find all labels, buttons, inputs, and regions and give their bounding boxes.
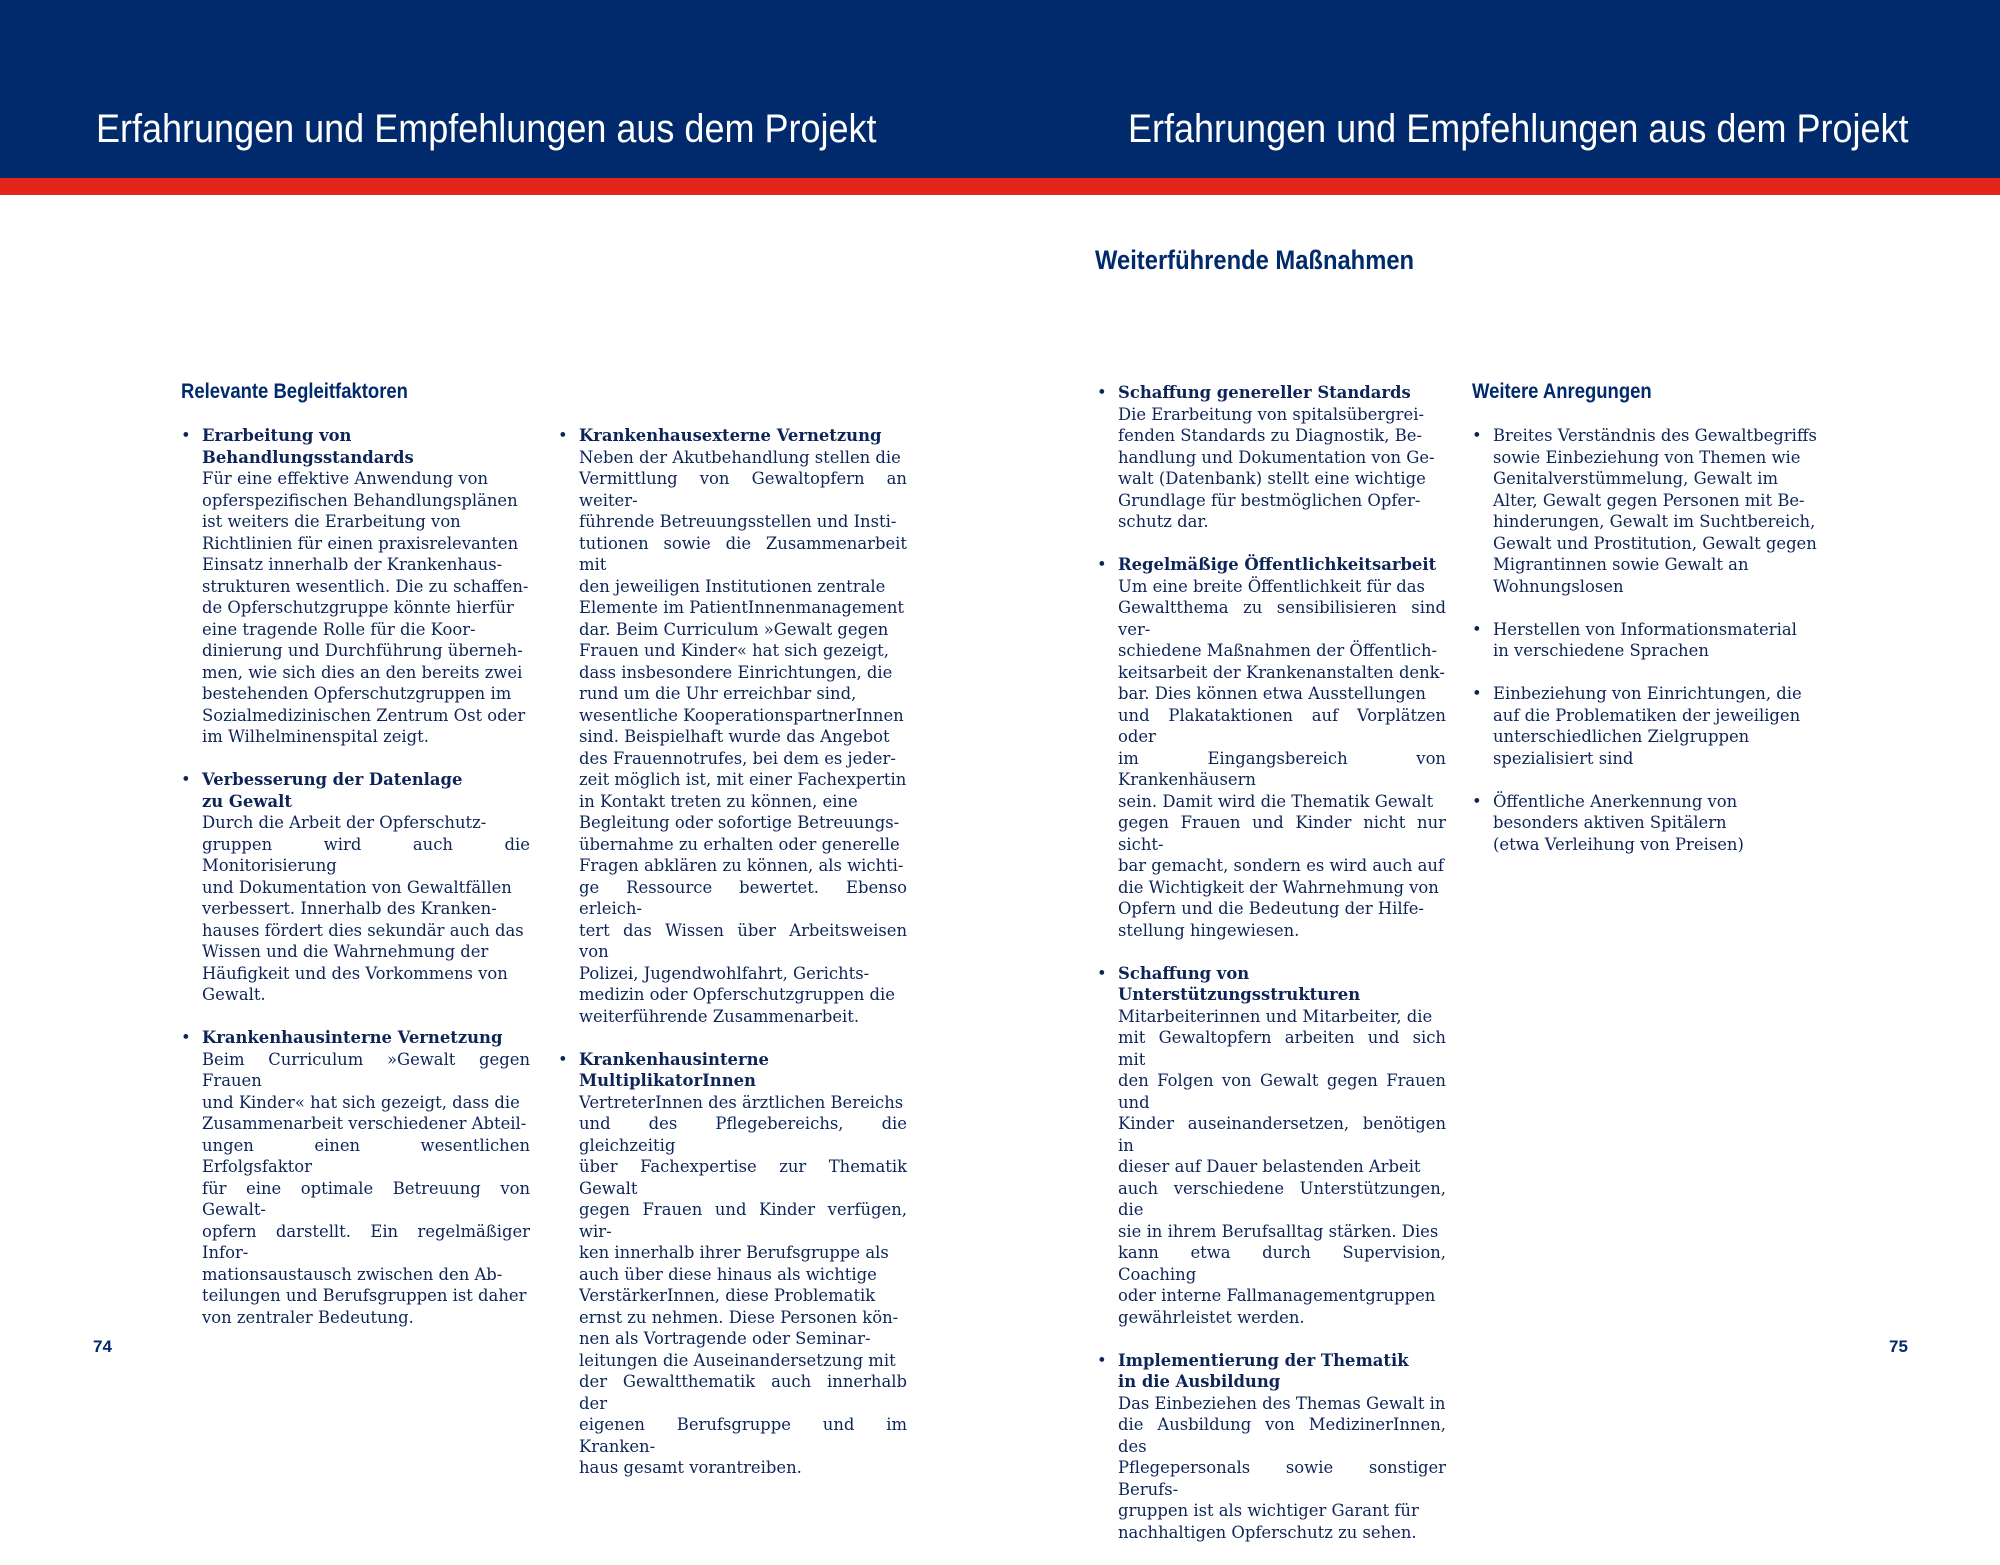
main-heading: Weiterführende Maßnahmen xyxy=(1095,245,1415,275)
item-title: Schaffung von Unterstützungsstrukturen xyxy=(1118,963,1361,1004)
item-body: Neben der Akutbehandlung stellen die Vermittlung von Gewaltopfern an weiter- führende Betreuungsstellen und Insti- tutionen sowie die Zusammenarbeit mit den jeweiligen Institutionen zentrale Elemente im PatientInnenmanagement dar. Beim Curriculum »Gewalt gegen Frauen und Kinder« hat sich gezeigt, dass insbesondere Einrichtungen, die rund um die Uhr erreichbar sind, wesentliche KooperationspartnerInnen sind. Beispielhaft wurde das Angebot des Frauennotrufes, bei dem es jeder- zeit möglich ist, mit einer Fachexpertin in Kontakt treten zu können, eine Begleitung oder sofortige Betreuungs- übernahme zu erhalten oder generelle Fragen abklären zu können, als wichti- ge Ressource bewertet. Ebenso erleich- tert das Wissen über Arbeitsweisen von Polizei, Jugendwohlfahrt, Gerichts- medizin oder Opferschutzgruppen die weiterführende Zusammenarbeit. xyxy=(579,447,907,1026)
item-body: Um eine breite Öffentlichkeit für das Gewaltthema zu sensibilisieren sind ver- schiedene Maßnahmen der Öffentlich- keitsarbeit der Krankenanstalten denk- bar. Dies können etwa Ausstellungen und Plakataktionen auf Vorplätzen oder im Eingangsbereich von Krankenhäusern sein. Damit wird die Thematik Gewalt gegen Frauen und Kinder nicht nur sicht- bar gemacht, sondern es wird auch auf die Wichtigkeit der Wahrnehmung von Opfern und die Bedeutung der Hilfe- stellung hingewiesen. xyxy=(1118,576,1446,940)
bullet-icon: • xyxy=(1472,791,1482,811)
list-item xyxy=(1472,425,1852,597)
left-column-1 xyxy=(181,425,530,1350)
bullet-icon: • xyxy=(1472,619,1482,639)
bullet-icon: • xyxy=(558,426,568,445)
right-column-2 xyxy=(1472,425,1852,877)
item-body: Für eine effektive Anwendung von opferspezifischen Behandlungsplänen ist weiters die Erarbeitung von Richtlinien für einen praxisrelevanten Einsatz innerhalb der Krankenhaus- strukturen wesentlich. Die zu schaffen- de Opferschutzgruppe könnte hierfür eine tragende Rolle für die Koor- dinierung und Durchführung überneh- men, wie sich dies an den bereits zwei bestehenden Opferschutzgruppen im Sozialmedizinischen Zentrum Ost oder im Wilhelminenspital zeigt. xyxy=(202,469,529,746)
item-title: Krankenhausinterne MultiplikatorInnen xyxy=(579,1049,769,1090)
bullet-icon: • xyxy=(181,1028,191,1047)
page-number-right: 75 xyxy=(1889,1337,1908,1356)
item-body: Das Einbeziehen des Themas Gewalt in die Ausbildung von MedizinerInnen, des Pflegepersonals sowie sonstiger Berufs- gruppen ist als wichtiger Garant für nachhaltigen Opferschutz zu sehen. xyxy=(1118,1393,1446,1542)
list-item xyxy=(558,1049,907,1479)
bullet-icon: • xyxy=(1097,555,1107,574)
item-body: Durch die Arbeit der Opferschutz- gruppen wird auch die Monitorisierung und Dokumentation von Gewaltfällen verbessert. Innerhalb des Kranken- hauses fördert dies sekundär auch das Wissen und die Wahrnehmung der Häufigkeit und des Vorkommens von Gewalt. xyxy=(202,813,530,1004)
list-item xyxy=(1097,382,1446,533)
item-body: Breites Verständnis des Gewaltbegriffs sowie Einbeziehung von Themen wie Genitalverstümmelung, Gewalt im Alter, Gewalt gegen Personen mit Be- hinderungen, Gewalt im Suchtbereich, Gewalt und Prostitution, Gewalt gegen Migrantinnen sowie Gewalt an Wohnungslosen xyxy=(1493,426,1817,596)
item-title: Regelmäßige Öffentlichkeitsarbeit xyxy=(1118,555,1437,574)
list-item xyxy=(1472,683,1852,769)
bullet-icon: • xyxy=(1472,426,1482,445)
list-item xyxy=(1472,619,1852,662)
item-body: VertreterInnen des ärztlichen Bereichs und des Pflegebereichs, die gleichzeitig über Fachexpertise zur Thematik Gewalt gegen Frauen und Kinder verfügen, wir- ken innerhalb ihrer Berufsgruppe als auch über diese hinaus als wichtige VerstärkerInnen, diese Problematik ernst zu nehmen. Diese Personen kön- nen als Vortragende oder Seminar- leitungen die Auseinandersetzung mit der Gewaltthematik auch innerhalb der eigenen Berufsgruppe und im Kranken- haus gesamt vorantreiben. xyxy=(579,1092,907,1477)
bullet-icon: • xyxy=(1472,684,1482,703)
item-body: Herstellen von Informationsmaterial in verschiedene Sprachen xyxy=(1493,619,1797,660)
bullet-icon: • xyxy=(181,426,191,445)
list-item xyxy=(1472,791,1852,856)
item-title: Krankenhausinterne Vernetzung xyxy=(202,1028,503,1047)
list-item xyxy=(181,1027,530,1328)
item-body: Die Erarbeitung von spitalsübergrei- fenden Standards zu Diagnostik, Be- handlung und Dokumentation von Ge- walt (Datenbank) stellt eine wichtige Grundlage für bestmöglichen Opfer- schutz dar. xyxy=(1118,404,1435,531)
list-item xyxy=(181,425,530,748)
list-item xyxy=(1097,1350,1446,1544)
item-title: Implementierung der Thematik in die Ausbildung xyxy=(1118,1350,1409,1391)
page-number-left: 74 xyxy=(93,1337,112,1356)
item-title: Krankenhausexterne Vernetzung xyxy=(579,426,882,445)
item-title: Erarbeitung von Behandlungsstandards xyxy=(202,426,414,467)
item-body: Mitarbeiterinnen und Mitarbeiter, die mit Gewaltopfern arbeiten und sich mit den Folgen von Gewalt gegen Frauen und Kinder auseinandersetzen, benötigen in dieser auf Dauer belastenden Arbeit auch verschiedene Unterstützungen, die sie in ihrem Berufsalltag stärken. Dies kann etwa durch Supervision, Coaching oder interne Fallmanagementgruppen gewährleistet werden. xyxy=(1118,1006,1446,1327)
page-title-left: Erfahrungen und Empfehlungen aus dem Projekt xyxy=(96,107,877,151)
list-item xyxy=(1097,963,1446,1329)
bullet-icon: • xyxy=(181,770,191,789)
page-title-right: Erfahrungen und Empfehlungen aus dem Projekt xyxy=(1128,107,1909,151)
item-body: Einbeziehung von Einrichtungen, die auf die Problematiken der jeweiligen unterschiedlichen Zielgruppen spezialisiert sind xyxy=(1493,684,1802,768)
bullet-icon: • xyxy=(1097,1350,1107,1370)
item-body: Beim Curriculum »Gewalt gegen Frauen und Kinder« hat sich gezeigt, dass die Zusammenarbeit verschiedener Abteil- ungen einen wesentlichen Erfolgsfaktor für eine optimale Betreuung von Gewalt- opfern darstellt. Ein regelmäßiger Infor- mationsaustausch zwischen den Ab- teilungen und Berufsgruppen ist daher von zentraler Bedeutung. xyxy=(202,1049,530,1327)
bullet-icon: • xyxy=(558,1049,568,1069)
bullet-icon: • xyxy=(1097,963,1107,983)
accent-bar xyxy=(0,178,2000,195)
section-title-left: Relevante Begleitfaktoren xyxy=(181,380,408,403)
item-title: Schaffung genereller Standards xyxy=(1118,383,1411,402)
list-item xyxy=(1097,554,1446,941)
right-column-1 xyxy=(1097,382,1446,1565)
list-item xyxy=(181,769,530,1006)
left-column-2 xyxy=(558,425,907,1500)
section-title-right: Weitere Anregungen xyxy=(1472,380,1652,403)
bullet-icon: • xyxy=(1097,383,1107,402)
list-item xyxy=(558,425,907,1027)
item-title: Verbesserung der Datenlage zu Gewalt xyxy=(202,770,463,811)
item-body: Öffentliche Anerkennung von besonders aktiven Spitälern (etwa Verleihung von Preisen) xyxy=(1493,791,1744,854)
